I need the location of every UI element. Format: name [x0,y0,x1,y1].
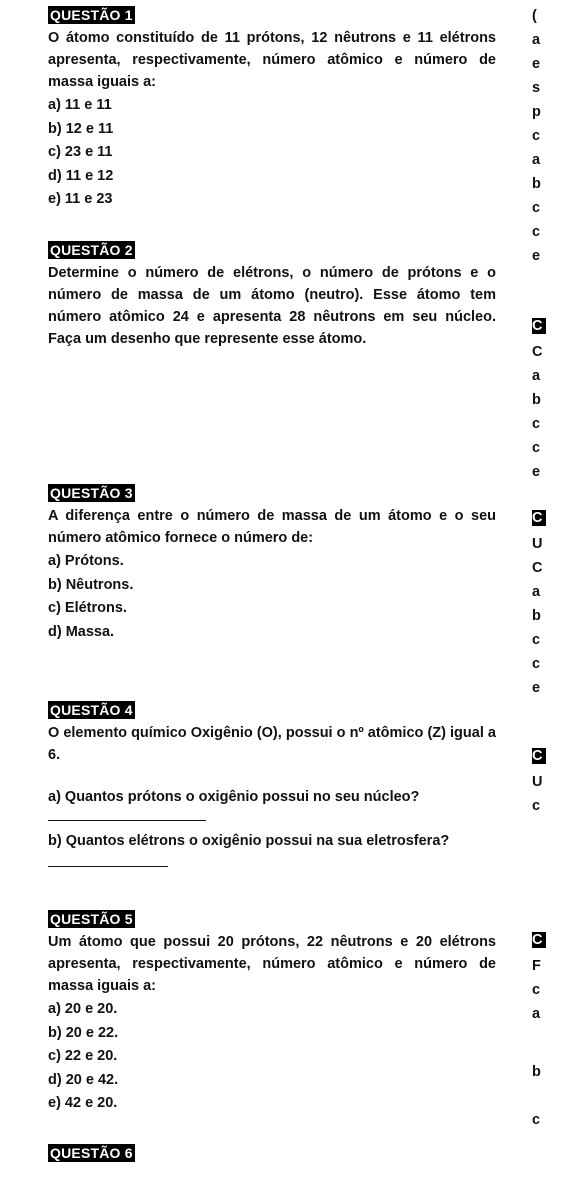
option-e[interactable]: e) 42 e 20. [48,1095,118,1111]
question-text: Determine o número de elétrons, o número de prótons e o número de massa de um átomo (neutro). Esse átomo tem número atômico 24 e apresenta 28 nêutrons em seu núcleo. Faça um desenho que represente esse átomo. [48,265,496,347]
fragment: b [532,392,541,408]
fragment: e [532,56,541,72]
fragment: C [532,318,546,334]
fragment: U [532,774,543,790]
question-part-a: a) Quantos prótons o oxigênio possui no seu núcleo? [48,789,420,805]
option-c[interactable]: c) 22 e 20. [48,1048,118,1064]
fragment: b [532,1064,541,1080]
fragment: F [532,958,541,974]
question-text: O átomo constituído de 11 prótons, 12 nêutrons e 11 elétrons apresenta, respectivamente, número atômico e número de massa iguais a: [48,30,496,90]
question-text: O elemento químico Oxigênio (O), possui o nº atômico (Z) igual a 6. [48,725,496,763]
fragment: c [532,128,541,144]
fragment: C [532,748,546,764]
fragment: a [532,368,541,384]
option-d[interactable]: d) 20 e 42. [48,1071,119,1088]
fragment: e [532,248,541,264]
answer-line-a[interactable] [48,820,206,821]
fragment: a [532,152,541,168]
question-title: QUESTÃO 1 [50,7,133,23]
option-d[interactable]: d) 11 e 12 [48,167,114,184]
fragment: ( [532,8,537,24]
question-title: QUESTÃO 2 [50,242,133,258]
answer-line-b[interactable] [48,866,168,867]
question-5 [48,910,496,1116]
fragment: C [532,344,543,360]
fragment: a [532,1006,541,1022]
option-c[interactable]: c) 23 e 11 [48,144,113,160]
question-title: QUESTÃO 3 [50,485,133,501]
option-c[interactable]: c) Elétrons. [48,600,127,616]
fragment: c [532,224,541,240]
question-part-b: b) Quantos elétrons o oxigênio possui na sua eletrosfera? [48,833,450,849]
option-e[interactable]: e) 11 e 23 [48,191,113,207]
fragment: U [532,536,543,552]
question-1 [48,6,496,212]
fragment: C [532,510,546,526]
fragment: e [532,464,541,480]
fragment: s [532,80,541,96]
fragment: p [532,104,541,120]
fragment: a [532,32,541,48]
fragment: c [532,416,541,432]
fragment: c [532,440,541,456]
option-a[interactable]: a) 11 e 11 [48,97,112,113]
question-title: QUESTÃO 5 [50,911,133,927]
option-b[interactable]: b) Nêutrons. [48,576,134,593]
cropped-right-column [532,0,565,1181]
fragment: a [532,584,541,600]
option-d[interactable]: d) Massa. [48,623,115,640]
fragment: e [532,680,541,696]
fragment: c [532,798,541,814]
question-title: QUESTÃO 6 [50,1145,133,1161]
option-b[interactable]: b) 12 e 11 [48,120,114,137]
fragment: c [532,656,541,672]
question-2 [48,241,496,350]
question-title: QUESTÃO 4 [50,702,133,718]
option-b[interactable]: b) 20 e 22. [48,1024,119,1041]
fragment: C [532,560,543,576]
question-text: A diferença entre o número de massa de um átomo e o seu número atômico fornece o número de: [48,508,496,546]
fragment: c [532,982,541,998]
option-a[interactable]: a) 20 e 20. [48,1001,118,1017]
question-6 [48,1144,496,1162]
fragment: b [532,176,541,192]
fragment: c [532,632,541,648]
fragment: c [532,200,541,216]
question-3 [48,484,496,644]
option-a[interactable]: a) Prótons. [48,553,124,569]
fragment: C [532,932,546,948]
question-text: Um átomo que possui 20 prótons, 22 nêutrons e 20 elétrons apresenta, respectivamente, número atômico e número de massa iguais a: [48,934,496,994]
fragment: b [532,608,541,624]
fragment: c [532,1112,541,1128]
question-4 [48,701,496,867]
